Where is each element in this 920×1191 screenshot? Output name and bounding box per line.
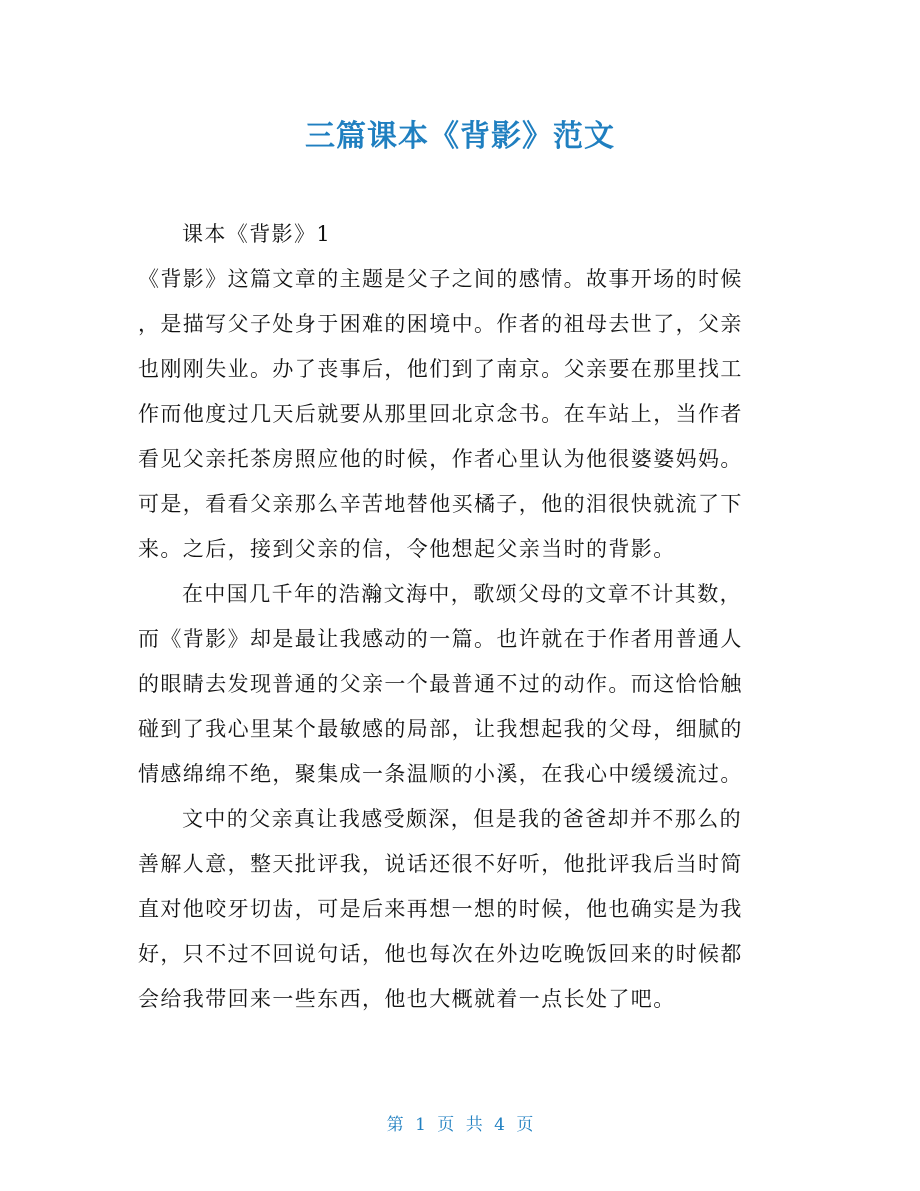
text-line: 直对他咬牙切齿，可是后来再想一想的时候，他也确实是为我 xyxy=(138,897,743,921)
text-line: 情感绵绵不绝，聚集成一条温顺的小溪，在我心中缓缓流过。 xyxy=(138,762,743,786)
page-number-footer: 第 1 页 共 4 页 xyxy=(386,1115,534,1135)
text-line: 而《背影》却是最让我感动的一篇。也许就在于作者用普通人 xyxy=(138,627,743,651)
text-line: 作而他度过几天后就要从那里回北京念书。在车站上，当作者 xyxy=(138,402,743,426)
text-line: 可是，看看父亲那么辛苦地替他买橘子，他的泪很快就流了下 xyxy=(138,492,743,516)
text-line: 也刚刚失业。办了丧事后，他们到了南京。父亲要在那里找工 xyxy=(138,357,743,381)
document-body xyxy=(138,212,784,1022)
paragraph-start-line: 在中国几千年的浩瀚文海中，歌颂父母的文章不计其数， xyxy=(182,582,742,606)
text-line: 碰到了我心里某个最敏感的局部，让我想起我的父母，细腻的 xyxy=(138,717,743,741)
paragraph-start-line: 文中的父亲真让我感受颇深，但是我的爸爸却并不那么的 xyxy=(182,807,742,831)
text-line: 《背影》这篇文章的主题是父子之间的感情。故事开场的时候 xyxy=(138,267,743,291)
text-line: 会给我带回来一些东西，他也大概就着一点长处了吧。 xyxy=(138,987,676,1011)
text-line: 好，只不过不回说句话，他也每次在外边吃晚饭回来的时候都 xyxy=(138,942,743,966)
text-line: 来。之后，接到父亲的信，令他想起父亲当时的背影。 xyxy=(138,537,676,561)
text-line: 的眼睛去发现普通的父亲一个最普通不过的动作。而这恰恰触 xyxy=(138,672,743,696)
section-heading: 课本《背影》1 xyxy=(182,222,332,246)
text-line: 善解人意，整天批评我，说话还很不好听，他批评我后当时简 xyxy=(138,852,743,876)
document-title: 三篇课本《背影》范文 xyxy=(305,119,615,154)
text-line: ，是描写父子处身于困难的困境中。作者的祖母去世了，父亲 xyxy=(138,312,743,336)
text-line: 看见父亲托茶房照应他的时候，作者心里认为他很婆婆妈妈。 xyxy=(138,447,743,471)
